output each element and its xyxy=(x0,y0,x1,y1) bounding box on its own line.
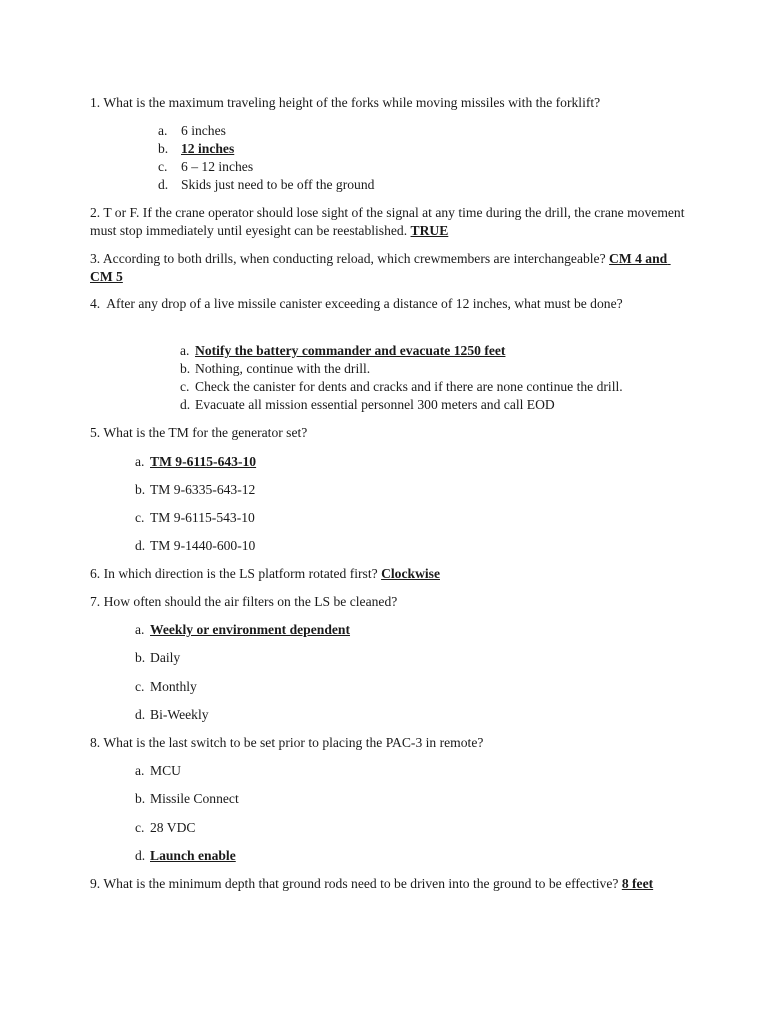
q8-option-d xyxy=(135,847,236,865)
q1-option-d xyxy=(158,176,374,194)
q1-option-c xyxy=(158,158,253,176)
option-marker: b. xyxy=(135,791,146,806)
option-marker: c. xyxy=(158,159,168,174)
option-marker: b. xyxy=(135,650,146,665)
option-text: Check the canister for dents and cracks and if there are none continue the drill. xyxy=(195,379,623,394)
option-marker: a. xyxy=(180,343,190,358)
option-text: Daily xyxy=(150,650,181,665)
q4-option-b xyxy=(180,360,370,378)
q8-option-c xyxy=(135,819,195,837)
question-4: 4. After any drop of a live missile canister exceeding a distance of 12 inches, what must be done? xyxy=(90,296,623,311)
option-text: 6 – 12 inches xyxy=(181,159,254,174)
correct-answer: 8 feet xyxy=(621,876,654,891)
question-1: 1. What is the maximum traveling height of the forks while moving missiles with the forklift? xyxy=(90,95,601,110)
option-marker: d. xyxy=(135,848,146,863)
option-text: TM 9-6335-643-12 xyxy=(150,482,256,497)
q5-option-d xyxy=(135,537,255,555)
option-text: TM 9-6115-543-10 xyxy=(150,510,255,525)
question-6 xyxy=(90,565,440,583)
option-text: Bi-Weekly xyxy=(150,707,209,722)
question-text: 2. T or F. If the crane operator should lose sight of the signal at any time during the drill, the crane movement must stop immediately until eyesight can be reestablished. xyxy=(90,205,688,238)
correct-answer: Launch enable xyxy=(150,848,236,863)
option-marker: c. xyxy=(135,679,145,694)
option-text: Evacuate all mission essential personnel 300 meters and call EOD xyxy=(195,397,555,412)
option-text: MCU xyxy=(150,763,181,778)
question-text: 9. What is the minimum depth that ground rods need to be driven into the ground to be effective? xyxy=(90,876,619,891)
q8-option-b xyxy=(135,790,239,808)
question-5: 5. What is the TM for the generator set? xyxy=(90,425,308,440)
correct-answer: TM 9-6115-643-10 xyxy=(150,454,257,469)
correct-answer: 12 inches xyxy=(181,141,235,156)
option-marker: b. xyxy=(158,141,169,156)
option-text: 6 inches xyxy=(181,123,226,138)
option-marker: b. xyxy=(180,361,191,376)
option-marker: a. xyxy=(135,622,145,637)
correct-answer: Clockwise xyxy=(381,566,440,581)
option-text: 28 VDC xyxy=(150,820,196,835)
q7-option-a xyxy=(135,621,350,639)
q7-option-d xyxy=(135,706,209,724)
option-text: Skids just need to be off the ground xyxy=(181,177,375,192)
option-text: TM 9-1440-600-10 xyxy=(150,538,256,553)
q1-option-b xyxy=(158,140,234,158)
option-marker: a. xyxy=(158,123,168,138)
option-marker: c. xyxy=(135,510,145,525)
option-marker: d. xyxy=(135,707,146,722)
option-marker: a. xyxy=(135,763,145,778)
correct-answer: TRUE xyxy=(410,222,449,238)
option-marker: c. xyxy=(180,379,190,394)
q1-option-a xyxy=(158,122,226,140)
question-text: 3. According to both drills, when conducting reload, which crewmembers are interchangeable? xyxy=(90,251,606,266)
correct-answer: Notify the battery commander and evacuate 1250 feet xyxy=(195,343,506,358)
option-marker: c. xyxy=(135,820,145,835)
q8-option-a xyxy=(135,762,181,780)
q5-option-c xyxy=(135,509,255,527)
q7-option-b xyxy=(135,649,180,667)
option-marker: d. xyxy=(180,397,191,412)
option-text: Nothing, continue with the drill. xyxy=(195,361,371,376)
option-text: Missile Connect xyxy=(150,791,239,806)
q5-option-b xyxy=(135,481,255,499)
option-marker: d. xyxy=(135,538,146,553)
question-3 xyxy=(90,250,690,285)
q4-option-d xyxy=(180,396,555,414)
option-marker: b. xyxy=(135,482,146,497)
option-text: Monthly xyxy=(150,679,197,694)
option-marker: d. xyxy=(158,177,169,192)
q5-option-a xyxy=(135,453,256,471)
q4-option-a xyxy=(180,342,505,360)
question-2 xyxy=(90,204,690,239)
correct-answer: CM 4 and CM 5 xyxy=(90,251,671,284)
question-9 xyxy=(90,875,690,893)
q4-option-c xyxy=(180,378,623,396)
q7-option-c xyxy=(135,678,197,696)
option-marker: a. xyxy=(135,454,145,469)
question-text: 6. In which direction is the LS platform rotated first? xyxy=(90,566,378,581)
question-8: 8. What is the last switch to be set prior to placing the PAC-3 in remote? xyxy=(90,735,484,750)
correct-answer: Weekly or environment dependent xyxy=(150,622,351,637)
question-7: 7. How often should the air filters on the LS be cleaned? xyxy=(90,594,398,609)
